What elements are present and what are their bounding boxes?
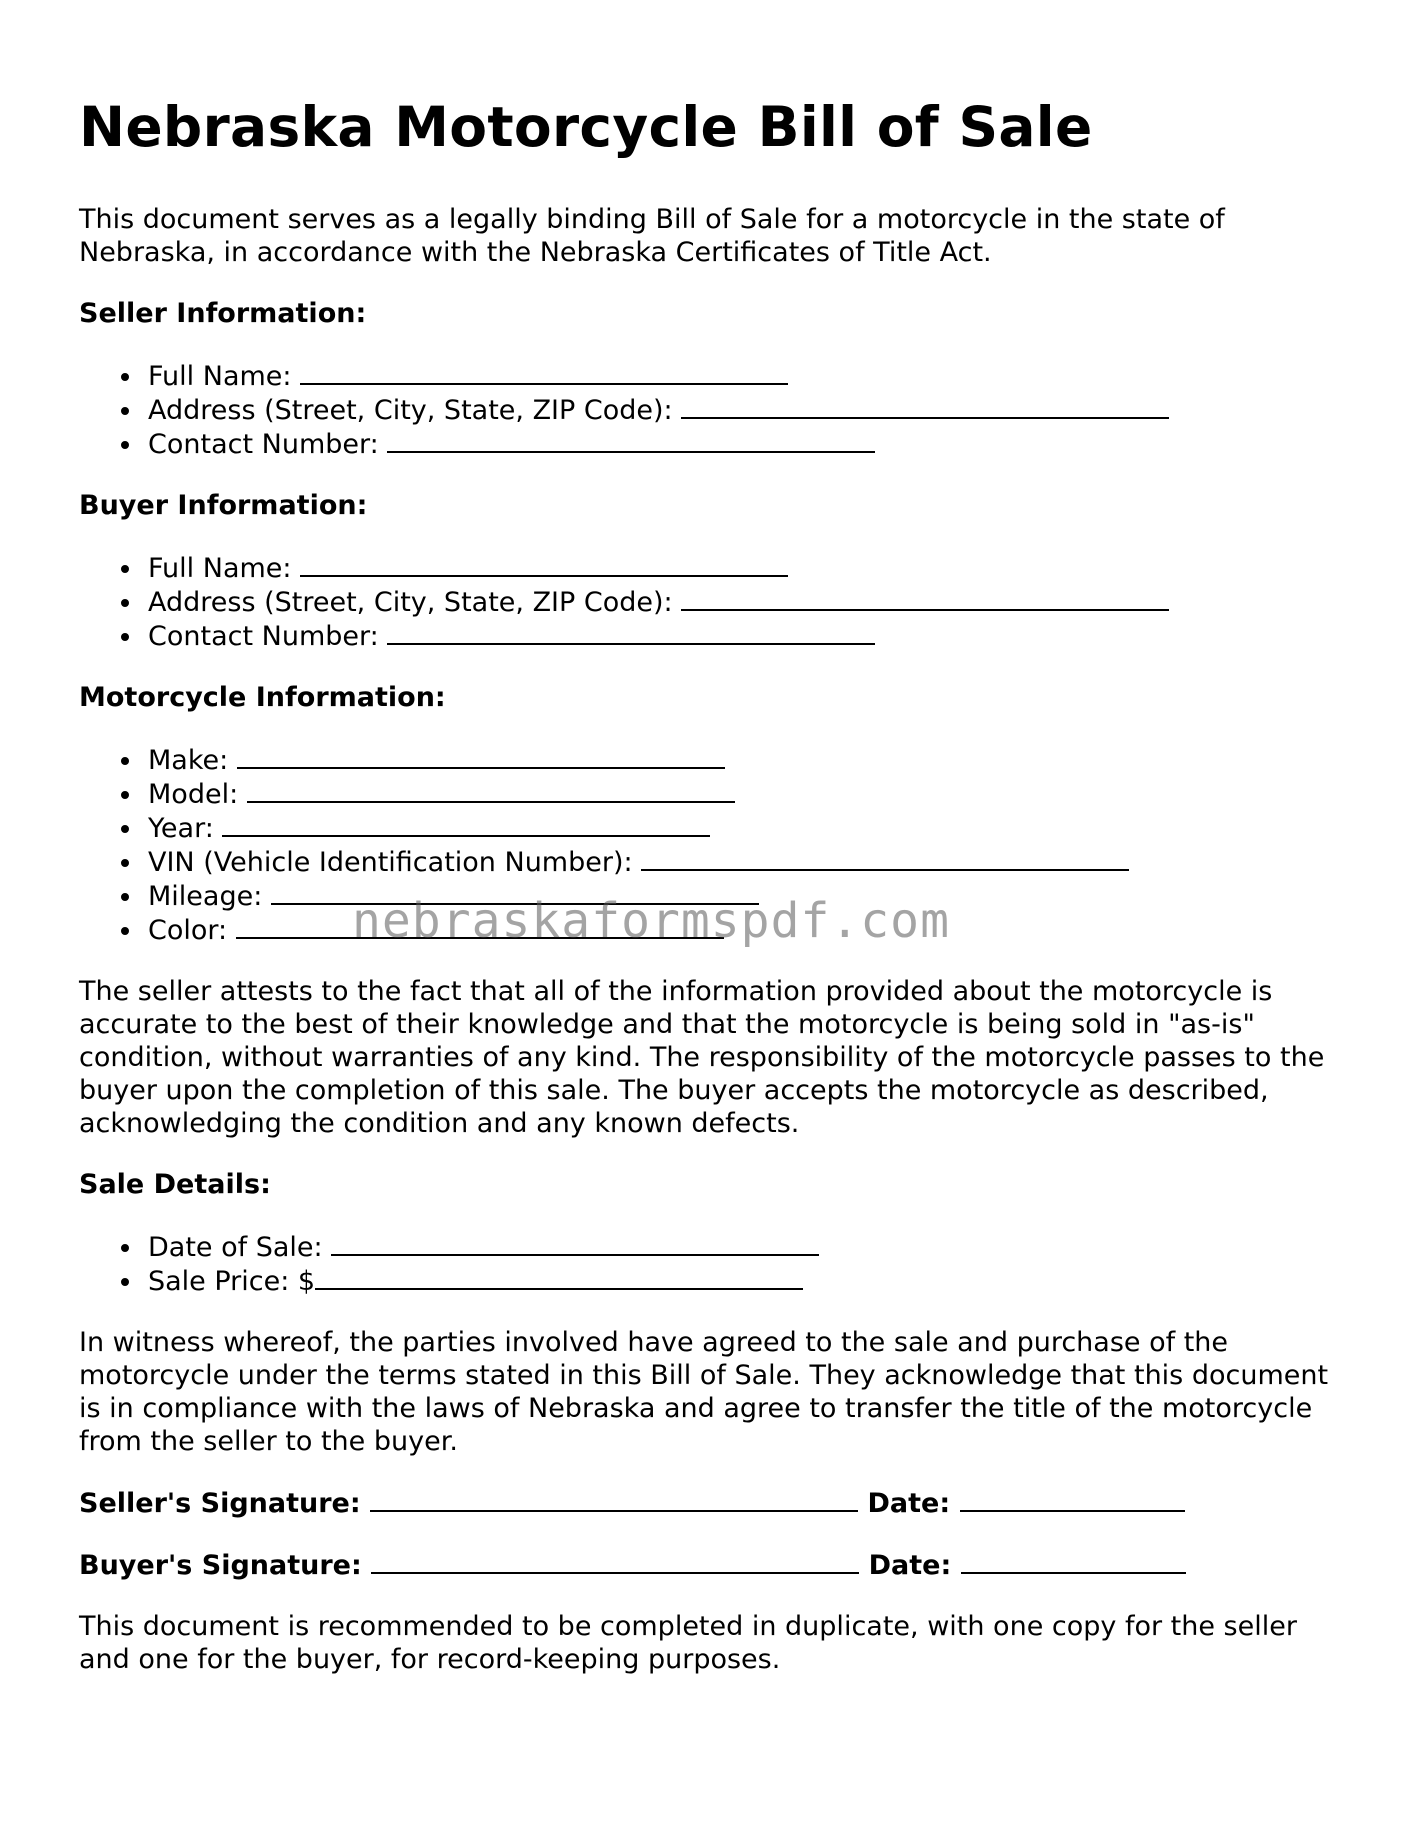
buyer-contact-blank[interactable]	[387, 619, 875, 645]
field-label: Address (Street, City, State, ZIP Code):	[148, 587, 673, 618]
field-label: Year:	[148, 813, 214, 844]
seller-address-blank[interactable]	[681, 393, 1169, 419]
sale-date-blank[interactable]	[331, 1230, 819, 1256]
seller-heading: Seller Information:	[79, 298, 367, 329]
closing-paragraph: This document is recommended to be completed in duplicate, with one copy for the seller and one for the buyer, for record-keeping purposes.	[79, 1611, 1297, 1675]
buyer-signature-label: Buyer's Signature:	[79, 1550, 362, 1581]
seller-date-blank[interactable]	[960, 1486, 1185, 1512]
color-field	[148, 913, 1349, 947]
buyer-full-name-field	[148, 551, 1349, 585]
sale-heading: Sale Details:	[79, 1169, 271, 1200]
make-field	[148, 743, 1349, 777]
year-blank[interactable]	[222, 811, 710, 837]
seller-contact-field	[148, 427, 1349, 461]
sale-price-blank[interactable]	[315, 1264, 803, 1290]
sale-price-field	[148, 1264, 1349, 1298]
field-label: Make:	[148, 745, 229, 776]
seller-address-field	[148, 393, 1349, 427]
seller-contact-blank[interactable]	[387, 427, 875, 453]
field-label: Contact Number:	[148, 621, 379, 652]
seller-full-name-blank[interactable]	[300, 359, 788, 385]
field-label: Color:	[148, 915, 228, 946]
motorcycle-fields	[79, 743, 1349, 947]
intro-paragraph: This document serves as a legally binding Bill of Sale for a motorcycle in the state of Nebraska, in accordance with the Nebraska Certificates of Title Act.	[79, 204, 1225, 268]
seller-full-name-field	[148, 359, 1349, 393]
field-label: Full Name:	[148, 361, 292, 392]
document-page	[79, 95, 1349, 1676]
year-field	[148, 811, 1349, 845]
field-label: Contact Number:	[148, 429, 379, 460]
field-label: Address (Street, City, State, ZIP Code):	[148, 395, 673, 426]
seller-signature-line	[79, 1486, 1349, 1520]
buyer-contact-field	[148, 619, 1349, 653]
seller-fields	[79, 359, 1349, 461]
field-label: Model:	[148, 779, 239, 810]
model-field	[148, 777, 1349, 811]
color-blank[interactable]	[236, 913, 724, 939]
buyer-address-field	[148, 585, 1349, 619]
buyer-date-blank[interactable]	[961, 1548, 1186, 1574]
vin-field	[148, 845, 1349, 879]
page-title: Nebraska Motorcycle Bill of Sale	[79, 95, 1093, 159]
motorcycle-heading: Motorcycle Information:	[79, 682, 446, 713]
seller-date-label: Date:	[867, 1488, 951, 1519]
field-label: Mileage:	[148, 881, 263, 912]
buyer-signature-line	[79, 1548, 1349, 1582]
seller-signature-blank[interactable]	[370, 1486, 858, 1512]
witness-paragraph: In witness whereof, the parties involved have agreed to the sale and purchase of the motorcycle under the terms stated in this Bill of Sale. They acknowledge that this document is in compliance with the laws of Nebraska and agree to transfer the title of the motorcycle from the seller to the buyer.	[79, 1327, 1329, 1457]
vin-blank[interactable]	[641, 845, 1129, 871]
mileage-blank[interactable]	[271, 879, 759, 905]
model-blank[interactable]	[247, 777, 735, 803]
make-blank[interactable]	[237, 743, 725, 769]
field-label: Date of Sale:	[148, 1232, 323, 1263]
watermark: nebraskaformspdf.com	[352, 893, 950, 949]
buyer-signature-blank[interactable]	[371, 1548, 859, 1574]
sale-fields	[79, 1230, 1349, 1298]
field-label: Full Name:	[148, 553, 292, 584]
field-label: Sale Price: $	[148, 1266, 316, 1297]
sale-date-field	[148, 1230, 1349, 1264]
buyer-heading: Buyer Information:	[79, 490, 368, 521]
buyer-fields	[79, 551, 1349, 653]
buyer-address-blank[interactable]	[681, 585, 1169, 611]
seller-signature-label: Seller's Signature:	[79, 1488, 361, 1519]
buyer-date-label: Date:	[868, 1550, 952, 1581]
mileage-field	[148, 879, 1349, 913]
attestation-paragraph: The seller attests to the fact that all of the information provided about the motorcycle is accurate to the best of their knowledge and that the motorcycle is being sold in "as-is" condition, without warranties of any kind. The responsibility of the motorcycle passes to the buyer upon the completion of this sale. The buyer accepts the motorcycle as described, acknowledging the condition and any known defects.	[79, 976, 1325, 1139]
field-label: VIN (Vehicle Identification Number):	[148, 847, 633, 878]
buyer-full-name-blank[interactable]	[300, 551, 788, 577]
